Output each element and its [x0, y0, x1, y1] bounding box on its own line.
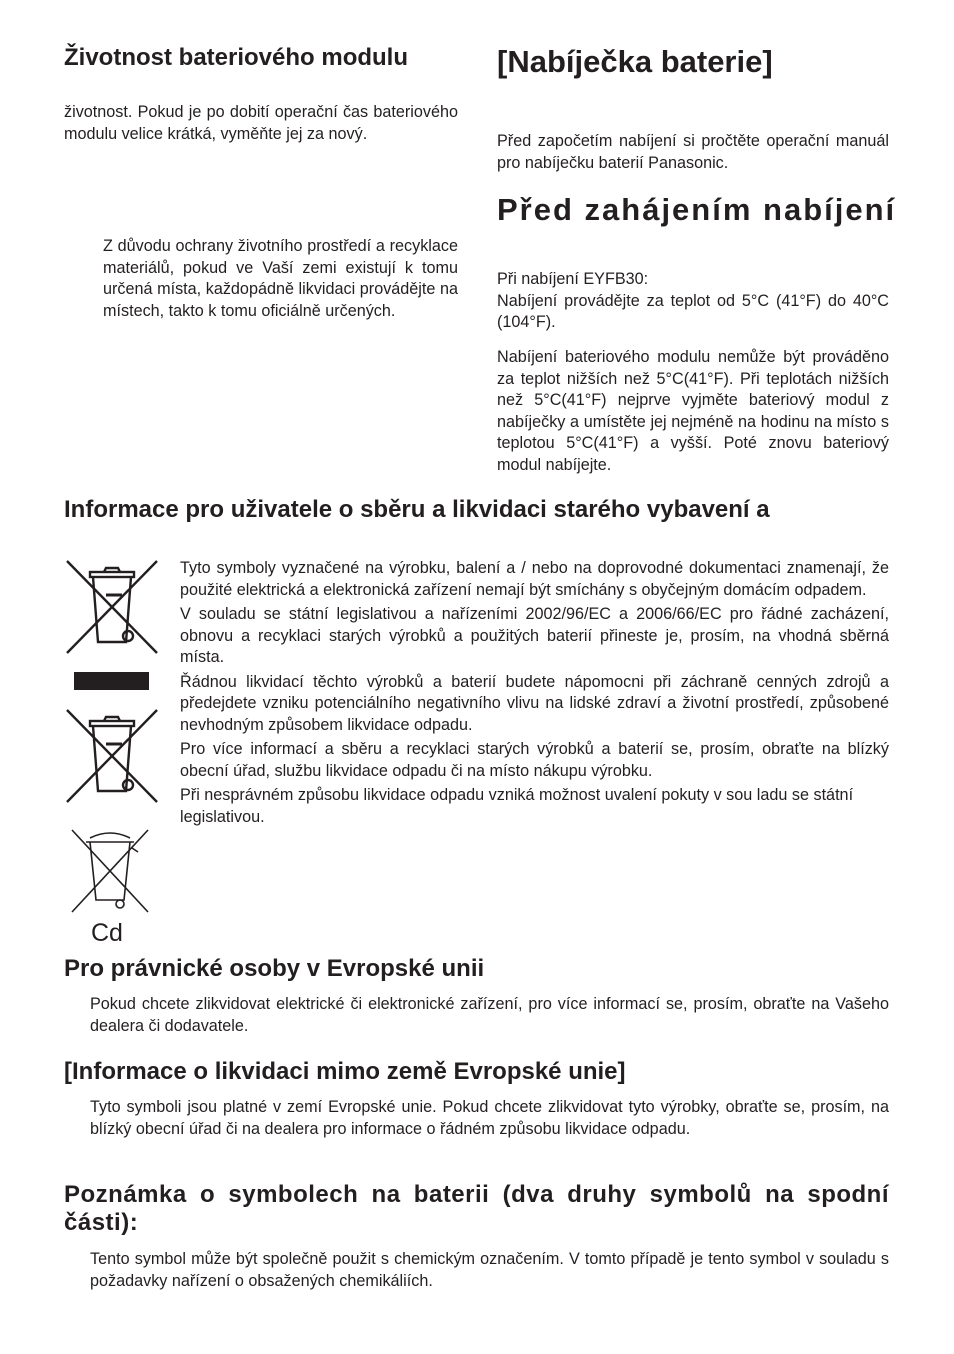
legal-entities-text: Pokud chcete zlikvidovat elektrické či elektronické zařízení, pro více informací se, prosím, obraťte na Vašeho dealera či dodavatele.	[90, 995, 889, 1035]
battery-note-heading: Poznámka o symbolech na baterii (dva druhy symbolů na spodní části):	[64, 1181, 889, 1236]
info-paragraph: V souladu se státní legislativou a nařízeními 2002/96/EC a 2006/66/EC pro řádné zacházení, obnovu a recyklaci starých výrobků a použitých baterií přineste je, prosím, na vhodná sběrná místa.	[180, 605, 889, 666]
before-charging-heading: Před zahájením nabíjení	[497, 192, 897, 227]
battery-life-heading: Životnost bateriového modulu	[64, 44, 409, 71]
cd-label: Cd	[91, 919, 123, 947]
info-paragraph: Při nesprávném způsobu likvidace odpadu vzniká možnost uvalení pokuty v sou ladu se státní legislativou.	[180, 786, 854, 826]
crossed-bin-cd-icon	[68, 826, 152, 916]
charging-temp-block	[497, 269, 889, 334]
info-paragraph: Tyto symboly vyznačené na výrobku, balení a / nebo na doprovodné dokumentaci znamenají, že použité elektrická a elektronická zařízení nemají být smíchány s obyčejným domácím odpadem.	[180, 559, 889, 599]
outside-eu-heading: [Informace o likvidaci mimo země Evropské unie]	[64, 1058, 626, 1085]
charging-model-line: Při nabíjení EYFB30:	[497, 270, 649, 288]
charger-heading: [Nabíječka baterie]	[497, 44, 773, 79]
low-temp-text: Nabíjení bateriového modulu nemůže být prováděno za teplot nižších než 5°C(41°F). Při teplotách nižších než 5°C(41°F) nejprve vyjměte bateriový modul z nabíječky a umístěte jej nejméně na hodinu na místo s teplotou 5°C(41°F) a vyšší. Poté znovu bateriový modul nabíjejte.	[497, 348, 889, 474]
battery-life-text: životnost. Pokud je po dobití operační čas bateriového modulu velice krátká, vyměňte jej za nový.	[64, 103, 458, 143]
info-paragraph: Pro více informací a sběru a recyklaci starých výrobků a baterií se, prosím, obraťte na blízký obecní úřad, službu likvidace odpadu či na místo nákupu výrobku.	[180, 740, 889, 780]
info-text-block	[180, 558, 889, 828]
info-paragraph: Řádnou likvidací těchto výrobků a baterií budete nápomocni při záchraně cenných zdrojů a předejdete vzniku potenciálního negativního vlivu na lidské zdraví a životní prostředí, způsobené nevhodným způsobem likvidace odpadu.	[180, 672, 889, 734]
legal-entities-heading: Pro právnické osoby v Evropské unii	[64, 955, 485, 982]
battery-note-text: Tento symbol může být společně použit s chemickým označením. V tomto případě je tento symbol v souladu s požadavky nařízení o obsažených chemikáliích.	[90, 1250, 889, 1290]
black-bar-mark	[74, 672, 149, 690]
recycling-text: Z důvodu ochrany životního prostředí a recyklace materiálů, pokud ve Vaší zemi existují k tomu určená místa, každopádně likvidaci provádějte na místech, takto k tomu oficiálně určených.	[103, 237, 458, 320]
charger-text: Před započetím nabíjení si pročtěte operační manuál pro nabíječku baterií Panasonic.	[497, 132, 889, 172]
crossed-bin-icon	[64, 558, 160, 656]
crossed-bin-icon	[64, 707, 160, 805]
outside-eu-text: Tyto symboli jsou platné v zemí Evropské unie. Pokud chcete zlikvidovat tyto výrobky, obraťte se, prosím, na blízký obecní úřad či na dealera pro informace o řádném způsobu likvidace odpadu.	[90, 1098, 889, 1138]
info-heading: Informace pro uživatele o sběru a likvidaci starého vybavení a	[64, 496, 770, 523]
charging-temp-line: Nabíjení provádějte za teplot od 5°C (41°F) do 40°C (104°F).	[497, 291, 889, 331]
